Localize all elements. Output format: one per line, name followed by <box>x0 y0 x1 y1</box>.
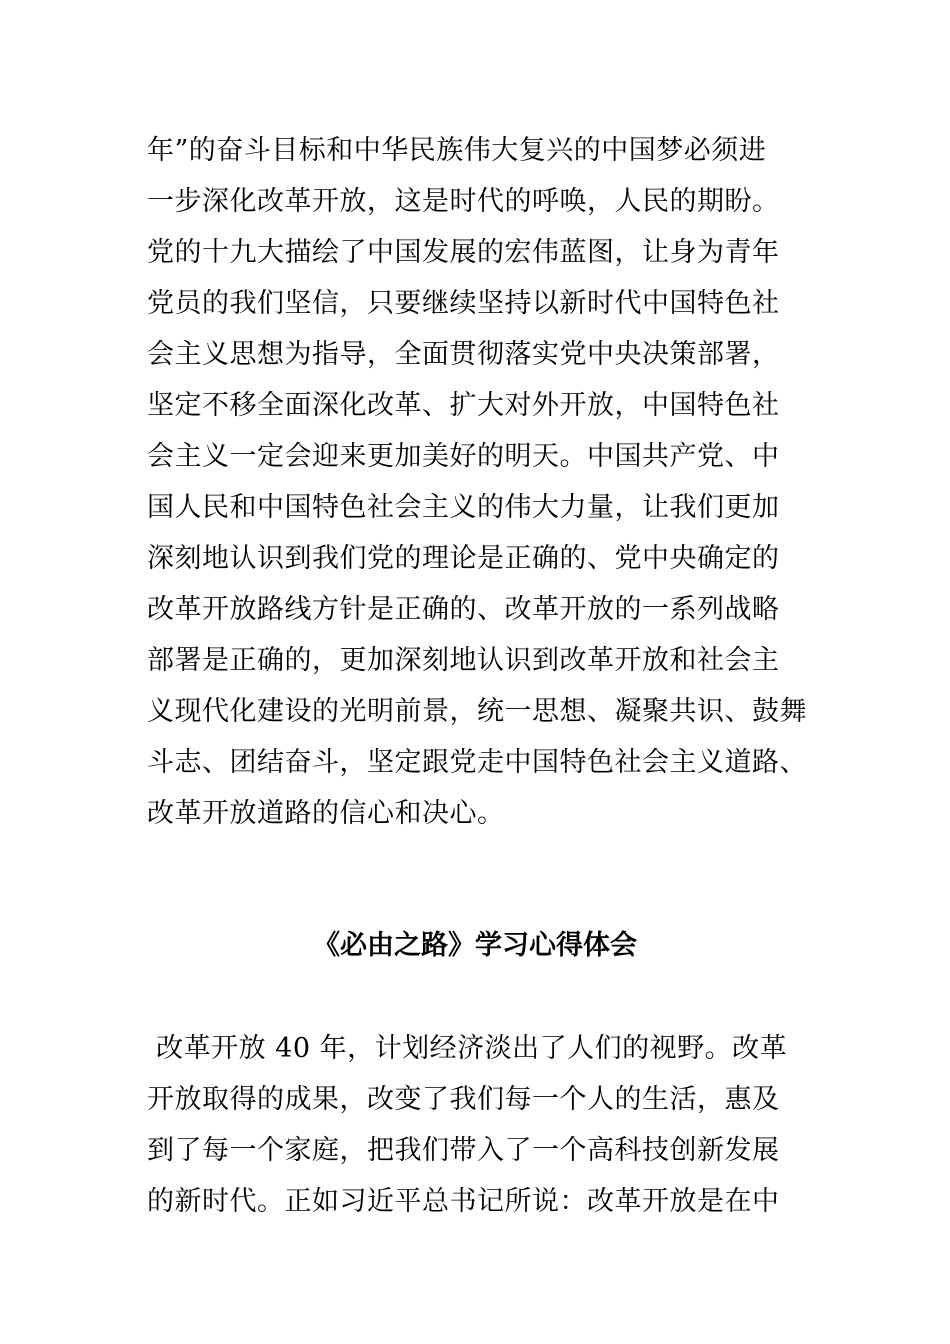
text-line: 义现代化建设的光明前景，统一思想、凝聚共识、鼓舞 <box>147 696 807 727</box>
text-line: 党的十九大描绘了中国发展的宏伟蓝图，让身为青年 <box>147 237 780 268</box>
text-line: 年”的奋斗目标和中华民族伟大复兴的中国梦必须进 <box>147 135 767 166</box>
paragraph-body-2 <box>147 1023 807 1227</box>
text-line: 改革开放路线方针是正确的、改革开放的一系列战略 <box>147 594 780 625</box>
text-line: 一步深化改革开放，这是时代的呼唤，人民的期盼。 <box>147 186 780 217</box>
text-line: 开放取得的成果，改变了我们每一个人的生活，惠及 <box>147 1084 780 1115</box>
text-line: 改革开放道路的信心和决心。 <box>147 798 505 829</box>
text-line: 部署是正确的，更加深刻地认识到改革开放和社会主 <box>147 645 780 676</box>
text-line: 党员的我们坚信，只要继续坚持以新时代中国特色社 <box>147 288 780 319</box>
text-line: 到了每一个家庭，把我们带入了一个高科技创新发展 <box>147 1135 780 1166</box>
text-line: 国人民和中国特色社会主义的伟大力量，让我们更加 <box>147 492 780 523</box>
paragraph-body-1 <box>147 125 807 839</box>
section-heading: 《必由之路》学习心得体会 <box>313 930 637 961</box>
text-line: 会主义一定会迎来更加美好的明天。中国共产党、中 <box>147 441 780 472</box>
text-line: 坚定不移全面深化改革、扩大对外开放，中国特色社 <box>147 390 780 421</box>
text-line: 深刻地认识到我们党的理论是正确的、党中央确定的 <box>147 543 780 574</box>
text-line: 改革开放 40 年，计划经济淡出了人们的视野。改革 <box>147 1033 788 1064</box>
text-line: 斗志、团结奋斗，坚定跟党走中国特色社会主义道路、 <box>147 747 807 778</box>
text-line: 会主义思想为指导，全面贯彻落实党中央决策部署， <box>147 339 780 370</box>
text-line: 的新时代。正如习近平总书记所说：改革开放是在中 <box>147 1186 780 1217</box>
